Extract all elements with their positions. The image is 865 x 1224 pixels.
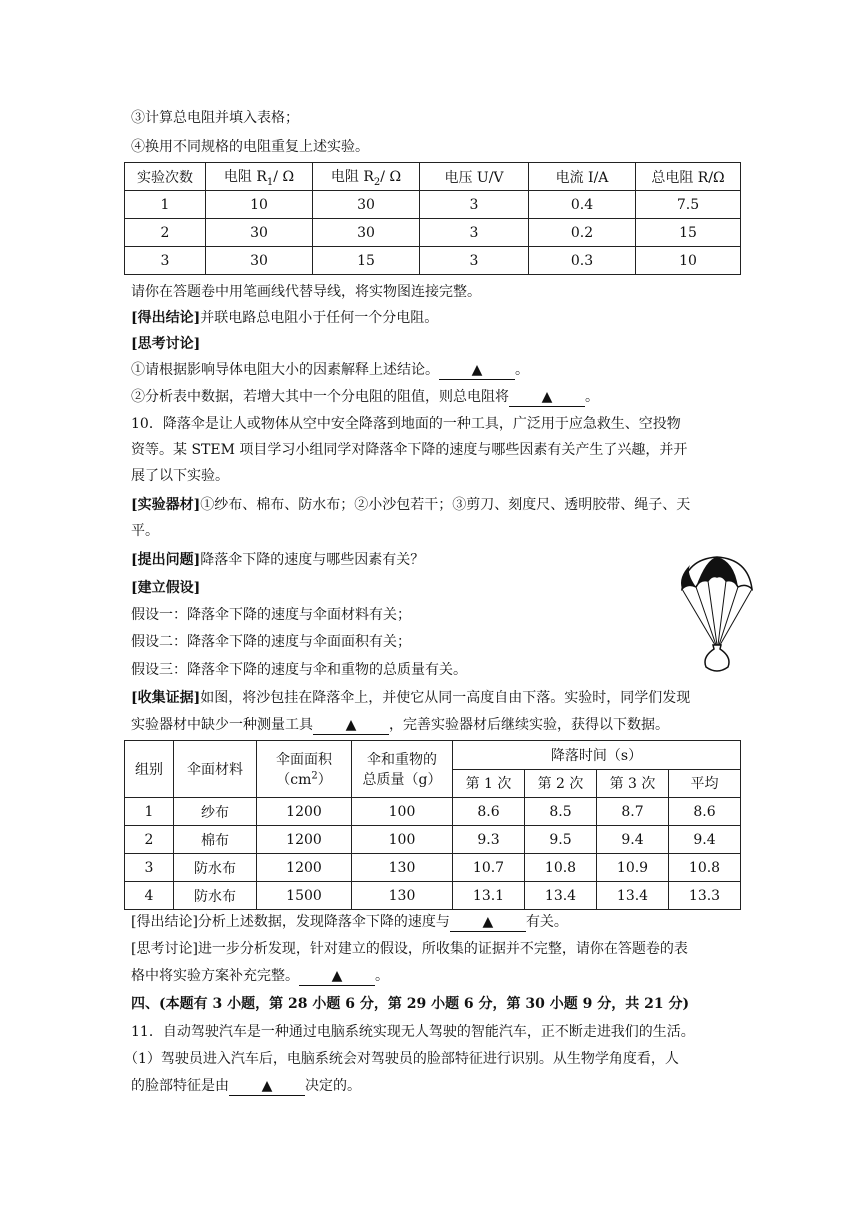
table-row	[125, 854, 741, 882]
q10-conclusion: [得出结论]分析上述数据，发现降落伞下降的速度与 ▲ 有关。	[131, 914, 568, 930]
cell: 8.6	[669, 798, 741, 826]
cell: 1200	[257, 854, 352, 882]
cell: 3	[420, 219, 529, 247]
discussion-heading: [思考讨论]	[131, 336, 201, 352]
header-trial-3: 第 3 次	[597, 769, 669, 798]
table-row	[125, 798, 741, 826]
discussion-2: ②分析表中数据，若增大其中一个分电阻的阻值，则总电阻将 ▲ 。	[131, 389, 599, 405]
header-trial-1: 第 1 次	[453, 769, 525, 798]
cell: 13.4	[525, 882, 597, 910]
cell: 10	[636, 247, 741, 275]
cell: 1	[125, 191, 206, 219]
cell: 9.4	[669, 826, 741, 854]
cell: 7.5	[636, 191, 741, 219]
hypothesis-2: 假设二：降落伞下降的速度与伞面面积有关；	[131, 634, 411, 650]
header-trial-2: 第 2 次	[525, 769, 597, 798]
cell: 10.9	[597, 854, 669, 882]
table-row	[125, 882, 741, 910]
parachute-data-table	[124, 740, 741, 910]
cell: 8.7	[597, 798, 669, 826]
cell: 10.7	[453, 854, 525, 882]
cell: 1500	[257, 882, 352, 910]
header-voltage: 电压 U/V	[420, 163, 529, 191]
cell: 防水布	[174, 854, 257, 882]
header-average: 平均	[669, 769, 741, 798]
hypothesis-1: 假设一：降落伞下降的速度与伞面材料有关；	[131, 607, 411, 623]
cell: 10	[206, 191, 313, 219]
section-4-heading: 四、(本题有 3 小题，第 28 小题 6 分，第 29 小题 6 分，第 30 小题 9 分，共 21 分)	[131, 996, 690, 1012]
collect-line-2: 实验器材中缺少一种测量工具 ▲ ，完善实验器材后继续实验，获得以下数据。	[131, 717, 669, 733]
q10-intro-2: 资等。某 STEM 项目学习小组同学对降落伞下降的速度与哪些因素有关产生了兴趣，并开	[131, 442, 688, 458]
cell: 0.4	[529, 191, 636, 219]
resistance-table	[124, 162, 741, 275]
cell: 30	[313, 219, 420, 247]
cell: 3	[420, 247, 529, 275]
cell: 棉布	[174, 826, 257, 854]
cell: 100	[352, 798, 453, 826]
q10-intro-3: 展了以下实验。	[131, 468, 229, 484]
q10-discussion-2: 格中将实验方案补充完整。 ▲ 。	[131, 968, 389, 984]
table-row	[125, 191, 741, 219]
cell: 100	[352, 826, 453, 854]
cell: 4	[125, 882, 174, 910]
cell: 9.4	[597, 826, 669, 854]
cell: 防水布	[174, 882, 257, 910]
answer-blank[interactable]: ▲	[299, 967, 375, 986]
cell: 9.3	[453, 826, 525, 854]
discussion-1: ①请根据影响导体电阻大小的因素解释上述结论。 ▲ 。	[131, 362, 529, 378]
header-mass: 伞和重物的 总质量（g）	[352, 741, 453, 798]
cell: 1200	[257, 826, 352, 854]
table-row	[125, 219, 741, 247]
cell: 130	[352, 882, 453, 910]
header-trial: 实验次数	[125, 163, 206, 191]
answer-blank[interactable]: ▲	[450, 913, 526, 932]
cell: 10.8	[525, 854, 597, 882]
cell: 13.3	[669, 882, 741, 910]
header-material: 伞面材料	[174, 741, 257, 798]
cell: 30	[206, 219, 313, 247]
header-r1: 电阻 $R_1/$ Ω	[206, 163, 313, 191]
cell: 15	[636, 219, 741, 247]
header-current: 电流 I/A	[529, 163, 636, 191]
parachute-icon	[676, 553, 758, 675]
cell: 8.5	[525, 798, 597, 826]
cell: 纱布	[174, 798, 257, 826]
q11-intro: 11．自动驾驶汽车是一种通过电脑系统实现无人驾驶的智能汽车，正不断走进我们的生活。	[131, 1024, 695, 1040]
cell: 1	[125, 798, 174, 826]
equipment-line-1: [实验器材]①纱布、棉布、防水布；②小沙包若干；③剪刀、刻度尺、透明胶带、绳子、天	[131, 497, 691, 513]
q10-intro-1: 10．降落伞是让人或物体从空中安全降落到地面的一种工具，广泛用于应急救生、空投物	[131, 416, 681, 432]
header-time: 降落时间（s）	[453, 741, 741, 770]
connect-instruction: 请你在答题卷中用笔画线代替导线，将实物图连接完整。	[131, 284, 481, 300]
cell: 13.4	[597, 882, 669, 910]
hypothesis-3: 假设三：降落伞下降的速度与伞和重物的总质量有关。	[131, 662, 467, 678]
cell: 2	[125, 826, 174, 854]
table-header-row	[125, 163, 741, 191]
cell: 3	[420, 191, 529, 219]
answer-blank[interactable]: ▲	[229, 1077, 305, 1096]
cell: 3	[125, 854, 174, 882]
collect-line-1: [收集证据]如图，将沙包挂在降落伞上，并使它从同一高度自由下落。实验时，同学们发现	[131, 690, 691, 706]
cell: 10.8	[669, 854, 741, 882]
conclusion-line: [得出结论]并联电路总电阻小于任何一个分电阻。	[131, 310, 439, 326]
table-row	[125, 247, 741, 275]
cell: 9.5	[525, 826, 597, 854]
answer-blank[interactable]: ▲	[509, 388, 585, 407]
header-total-resistance: 总电阻 R/Ω	[636, 163, 741, 191]
cell: 0.2	[529, 219, 636, 247]
table-header-row	[125, 741, 741, 770]
answer-blank[interactable]: ▲	[439, 361, 515, 380]
equipment-line-2: 平。	[131, 523, 159, 539]
header-r2: 电阻 $R_2/$ Ω	[313, 163, 420, 191]
hypothesis-heading: [建立假设]	[131, 580, 201, 596]
header-area: 伞面面积 $(cm^2)$	[257, 741, 352, 798]
step-4: ④换用不同规格的电阻重复上述实验。	[131, 139, 369, 155]
cell: 13.1	[453, 882, 525, 910]
cell: 30	[313, 191, 420, 219]
cell: 30	[206, 247, 313, 275]
cell: 2	[125, 219, 206, 247]
cell: 8.6	[453, 798, 525, 826]
cell: 0.3	[529, 247, 636, 275]
header-group: 组别	[125, 741, 174, 798]
answer-blank[interactable]: ▲	[313, 716, 389, 735]
question-line: [提出问题]降落伞下降的速度与哪些因素有关？	[131, 552, 425, 568]
q11-part1-line1: （1）驾驶员进入汽车后，电脑系统会对驾驶员的脸部特征进行识别。从生物学角度看，人	[124, 1051, 679, 1067]
q10-discussion-1: [思考讨论]进一步分析发现，针对建立的假设，所收集的证据并不完整，请你在答题卷的表	[131, 941, 688, 957]
table-row	[125, 826, 741, 854]
cell: 1200	[257, 798, 352, 826]
q11-part1-line2: 的脸部特征是由 ▲ 决定的。	[131, 1078, 361, 1094]
cell: 130	[352, 854, 453, 882]
cell: 3	[125, 247, 206, 275]
cell: 15	[313, 247, 420, 275]
step-3: ③计算总电阻并填入表格；	[131, 110, 299, 126]
